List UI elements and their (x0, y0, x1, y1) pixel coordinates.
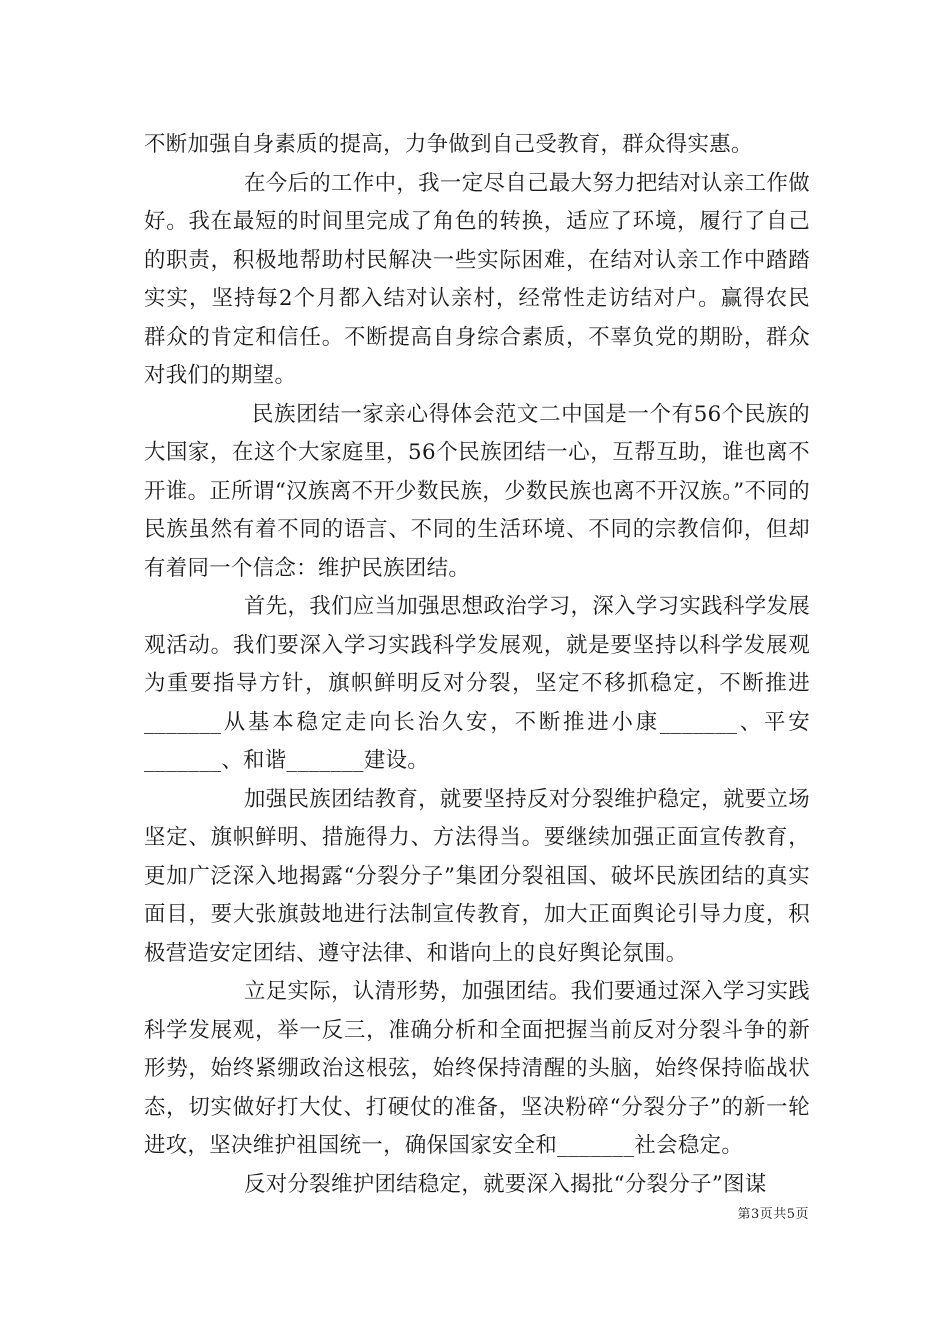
paragraph-political-study: 首先，我们应当加强思想政治学习，深入学习实践科学发展观活动。我们要深入学习实践科学发展观，就是要坚持以科学发展观为重要指导方针，旗帜鲜明反对分裂，坚定不移抓稳定，不断推进_______从基本稳定走向长治久安，不断推进小康_______、平安_______、和谐_______建设。 (144, 594, 810, 773)
paragraph-essay-two-intro: 民族团结一家亲心得体会范文二中国是一个有56个民族的大国家，在这个大家庭里，56个民族团结一心，互帮互助，谁也离不开谁。正所谓“汉族离不开少数民族，少数民族也离不开汉族。”不同的民族虽然有着不同的语言、不同的生活环境、不同的宗教信仰，但却有着同一个信念：维护民族团结。 (144, 401, 810, 581)
page-number-footer: 第3页共5页 (737, 1207, 809, 1222)
document-body (144, 126, 810, 1204)
paragraph-unity-education: 加强民族团结教育，就要坚持反对分裂维护稳定，就要立场坚定、旗帜鲜明、措施得力、方法得当。要继续加强正面宣传教育，更加广泛深入地揭露“分裂分子”集团分裂祖国、破坏民族团结的真实面目，要大张旗鼓地进行法制宣传教育，加大正面舆论引导力度，积极营造安定团结、遵守法律、和谐向上的良好舆论氛围。 (144, 786, 810, 966)
paragraph-oppose-separatism: 反对分裂维护团结稳定，就要深入揭批“分裂分子”图谋 (244, 1171, 767, 1197)
paragraph-situation: 立足实际，认清形势，加强团结。我们要通过深入学习实践科学发展观，举一反三，准确分析和全面把握当前反对分裂斗争的新形势，始终紧绷政治这根弦，始终保持清醒的头脑，始终保持临战状态，切实做好打大仗、打硬仗的准备，坚决粉碎“分裂分子”的新一轮进攻，坚决维护祖国统一，确保国家安全和_______社会稳定。 (144, 979, 810, 1158)
paragraph-future-work: 在今后的工作中，我一定尽自己最大努力把结对认亲工作做好。我在最短的时间里完成了角色的转换，适应了环境，履行了自己的职责，积极地帮助村民解决一些实际困难，在结对认亲工作中踏踏实实，坚持每2个月都入结对认亲村，经常性走访结对户。赢得农民群众的肯定和信任。不断提高自身综合素质，不辜负党的期盼，群众对我们的期望。 (144, 170, 810, 388)
paragraph-continuation: 不断加强自身素质的提高，力争做到自己受教育，群众得实惠。 (144, 132, 753, 157)
